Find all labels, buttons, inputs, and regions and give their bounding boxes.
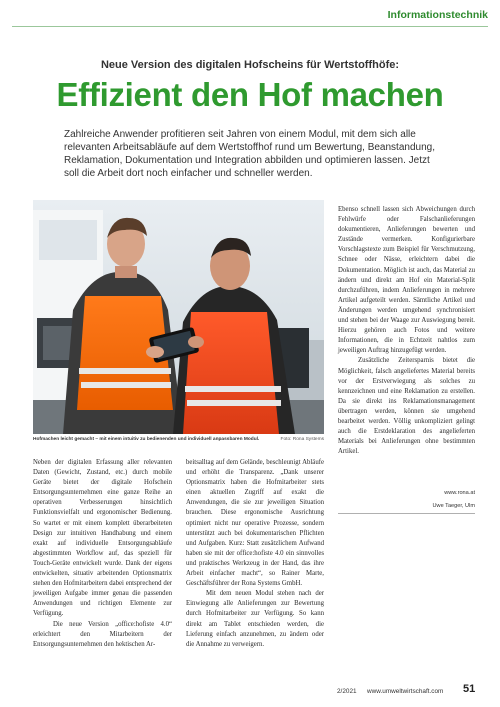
article-headline: Effizient den Hof machen xyxy=(56,76,444,113)
article-kicker: Neue Version des digitalen Hofscheins für Wertstoffhöfe: xyxy=(100,59,400,71)
header-rule xyxy=(12,26,488,27)
text-column-2 xyxy=(186,458,324,650)
website-link[interactable]: www.rona.at xyxy=(444,490,475,496)
paragraph: Die neue Version „office:hofiste 4.0“ erleichtert den Mitarbeitern der Entsorgungsunternehmen den hektischen Ar- xyxy=(33,620,172,648)
photo-credit: Foto: Rona Systems xyxy=(280,437,324,442)
photo-caption xyxy=(33,437,324,442)
footer-url[interactable]: www.umweltwirtschaft.com xyxy=(367,688,444,695)
text-column-1 xyxy=(33,458,172,650)
author-byline: Uwe Taeger, Ulm xyxy=(432,503,475,509)
paragraph: Zusätzliche Zeitersparnis bietet die Möglichkeit, falsch angeliefertes Material bereits vor der Erstverwiegung als solches zu kennzeichnen und eine Reklamation zu erstellen. Da sie direkt ins Reklamationsmanagement übertragen werden, können sie umgehend bearbeitet werden. Völlig unkompliziert gelingt auch die Erstdeklaration des angelieferten Materials bei Anlieferungen ohne bestimmten Artikel. xyxy=(338,357,475,456)
paragraph: Neben der digitalen Erfassung aller relevanten Daten (Gewicht, Zustand, etc.) durch mobile Geräte bietet der digitale Hofschein Entsorgungsunternehmen eine ganze Reihe an operativen Verbesserungen hinsichtlich Funktionsvielfalt und ergonomischer Bedienung. So wartet er mit einem komplett überarbeiteten Design zur intuitiven Handhabung und einem exakt auf individuelle Entsorgungsabläufe abgestimmten Workflow auf, das speziell für Touch-Geräte entwickelt wurde. Dank der eigens entwickelten, situativ arbeitenden Optionsmatrix stehen den Hofmitarbeitern dabei entsprechend der jeweiligen Aufgabe immer genau die passenden Anwendungen und richtigen Elemente zur Verfügung. xyxy=(33,459,172,618)
paragraph: beitsalltag auf dem Gelände, beschleunigt Abläufe und erhöht die Transparenz. „Dank unserer Optionsmatrix haben die Hofmitarbeiter stets einen aktuellen Zugriff auf exakt die Anwendungen, die sie zur jeweiligen Situation brauchen. Diese ergonomische Ausrichtung optimiert nicht nur operative Prozesse, sondern unterstützt auch bei dokumentarischen Pflichten und Aufgaben. Kurz: Statt zusätzlichem Aufwand haben sie mit der office:hofiste 4.0 ein sinnvolles und praktisches Werkzeug in der Hand, das ihre Arbeit einfacher macht“, so Rainer Marte, Geschäftsführer der Rona Systems GmbH. xyxy=(186,459,324,588)
photo-illustration xyxy=(33,200,324,434)
text-column-3 xyxy=(338,205,475,457)
paragraph: Mit dem neuen Modul stehen nach der Einwiegung alle Anlieferungen zur Bewertung durch Hofmitarbeiter zur Verfügung. So kann direkt am Tablet entschieden werden, die Lieferung einfach anzunehmen, zu ändern oder die Annahme zu verweigern. xyxy=(186,590,324,648)
article-lead: Zahlreiche Anwender profitieren seit Jahren von einem Modul, mit dem sich alle relevanten Arbeitsabläufe auf dem Wertstoffhof rund um Bewertung, Beanstandung, Reklamation, Dokumentation und Integration abbilden und optimieren lassen. Jetzt soll die Arbeit dort noch einfacher und schneller werden. xyxy=(64,129,435,179)
footer-issue: 2/2021 xyxy=(337,688,357,695)
paragraph: Ebenso schnell lassen sich Abweichungen durch Fehlwürfe oder Falschanlieferungen dokumentieren, Anlieferungen bewerten und Zustände vermerken. Konfigurierbare Vorschlagstexte zum Beispiel für Verschmutzung, Schnee oder Nässe, erleichtern dabei die Dokumentation. Möglich ist auch, das Material zu ändern und direkt am Hof ein Material-Split durchzuführen, indem Anlieferungen in mehrere Artikel aufgeteilt werden. Sämtliche Artikel und Änderungen werden umgehend synchronisiert und stehen bei der Waage zur Auswiegung bereit. Hierzu gehören auch Fotos und weitere Informationen, die in Echtzeit nahtlos zum jeweiligen Auftrag hinzugefügt werden. xyxy=(338,206,475,355)
page-number: 51 xyxy=(463,683,476,695)
caption-text: Hofmachen leicht gemacht – mit einem intuitiv zu bedienenden und individuell anpassbaren Modul. xyxy=(33,437,260,442)
article-photo xyxy=(33,200,324,434)
section-label: Informationstechnik xyxy=(387,9,488,21)
article-end-rule xyxy=(338,513,475,514)
